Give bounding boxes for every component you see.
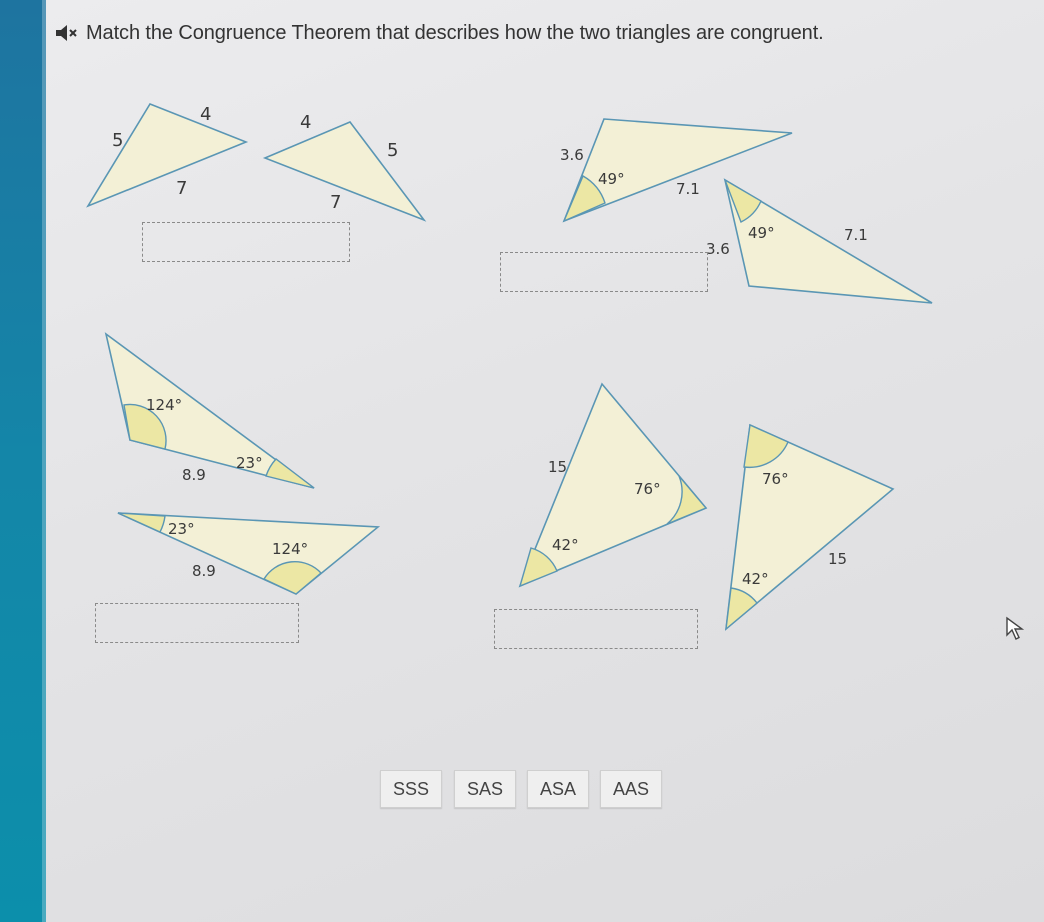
answer-drop-box-4[interactable] [494, 609, 698, 649]
p3-b-angle-small: 23° [168, 520, 195, 538]
p3-a-angle-big: 124° [146, 396, 183, 414]
p1-b-side-right: 5 [387, 140, 399, 161]
p3-a-angle-small-arc [266, 459, 314, 488]
problem-1-triangles [88, 104, 424, 220]
p2-b-side2: 7.1 [844, 226, 868, 244]
answer-drop-box-2[interactable] [500, 252, 708, 292]
p1-triangle-b [265, 122, 424, 220]
p4-a-angle-top: 76° [634, 480, 661, 498]
p3-a-angle-small: 23° [236, 454, 263, 472]
p4-b-side: 15 [828, 550, 848, 568]
prompt-text: Match the Congruence Theorem that describes how the two triangles are congruent. [86, 21, 824, 44]
p1-triangle-a [88, 104, 246, 206]
problem-3-triangles [106, 334, 378, 594]
p3-b-angle-big: 124° [272, 540, 309, 558]
answer-drop-box-1[interactable] [142, 222, 350, 262]
choice-sss[interactable]: SSS [380, 770, 442, 808]
problem-4-triangles [520, 384, 893, 629]
choice-asa[interactable]: ASA [527, 770, 589, 808]
p4-a-side: 15 [548, 458, 568, 476]
p4-a-angle-bottom: 42° [552, 536, 579, 554]
p4-b-angle-top: 76° [762, 470, 789, 488]
p3-b-angle-small-arc [118, 513, 165, 532]
p2-a-side2: 7.1 [676, 180, 700, 198]
p1-a-side-bottom: 7 [176, 178, 188, 199]
choice-aas[interactable]: AAS [600, 770, 662, 808]
p3-a-side: 8.9 [182, 466, 206, 484]
p2-b-angle: 49° [748, 224, 775, 242]
p4-triangle-a [520, 384, 706, 586]
p2-a-side: 3.6 [560, 146, 584, 164]
p1-b-side-top: 4 [300, 112, 312, 133]
answer-drop-box-3[interactable] [95, 603, 299, 643]
p1-b-side-bottom: 7 [330, 192, 342, 213]
p1-a-side-left: 5 [112, 130, 124, 151]
p2-a-angle: 49° [598, 170, 625, 188]
choice-sas[interactable]: SAS [454, 770, 516, 808]
p3-b-side: 8.9 [192, 562, 216, 580]
p4-b-angle-bottom: 42° [742, 570, 769, 588]
mouse-pointer-icon [1004, 616, 1026, 642]
p1-a-side-top: 4 [200, 104, 212, 125]
p2-b-side: 3.6 [706, 240, 730, 258]
